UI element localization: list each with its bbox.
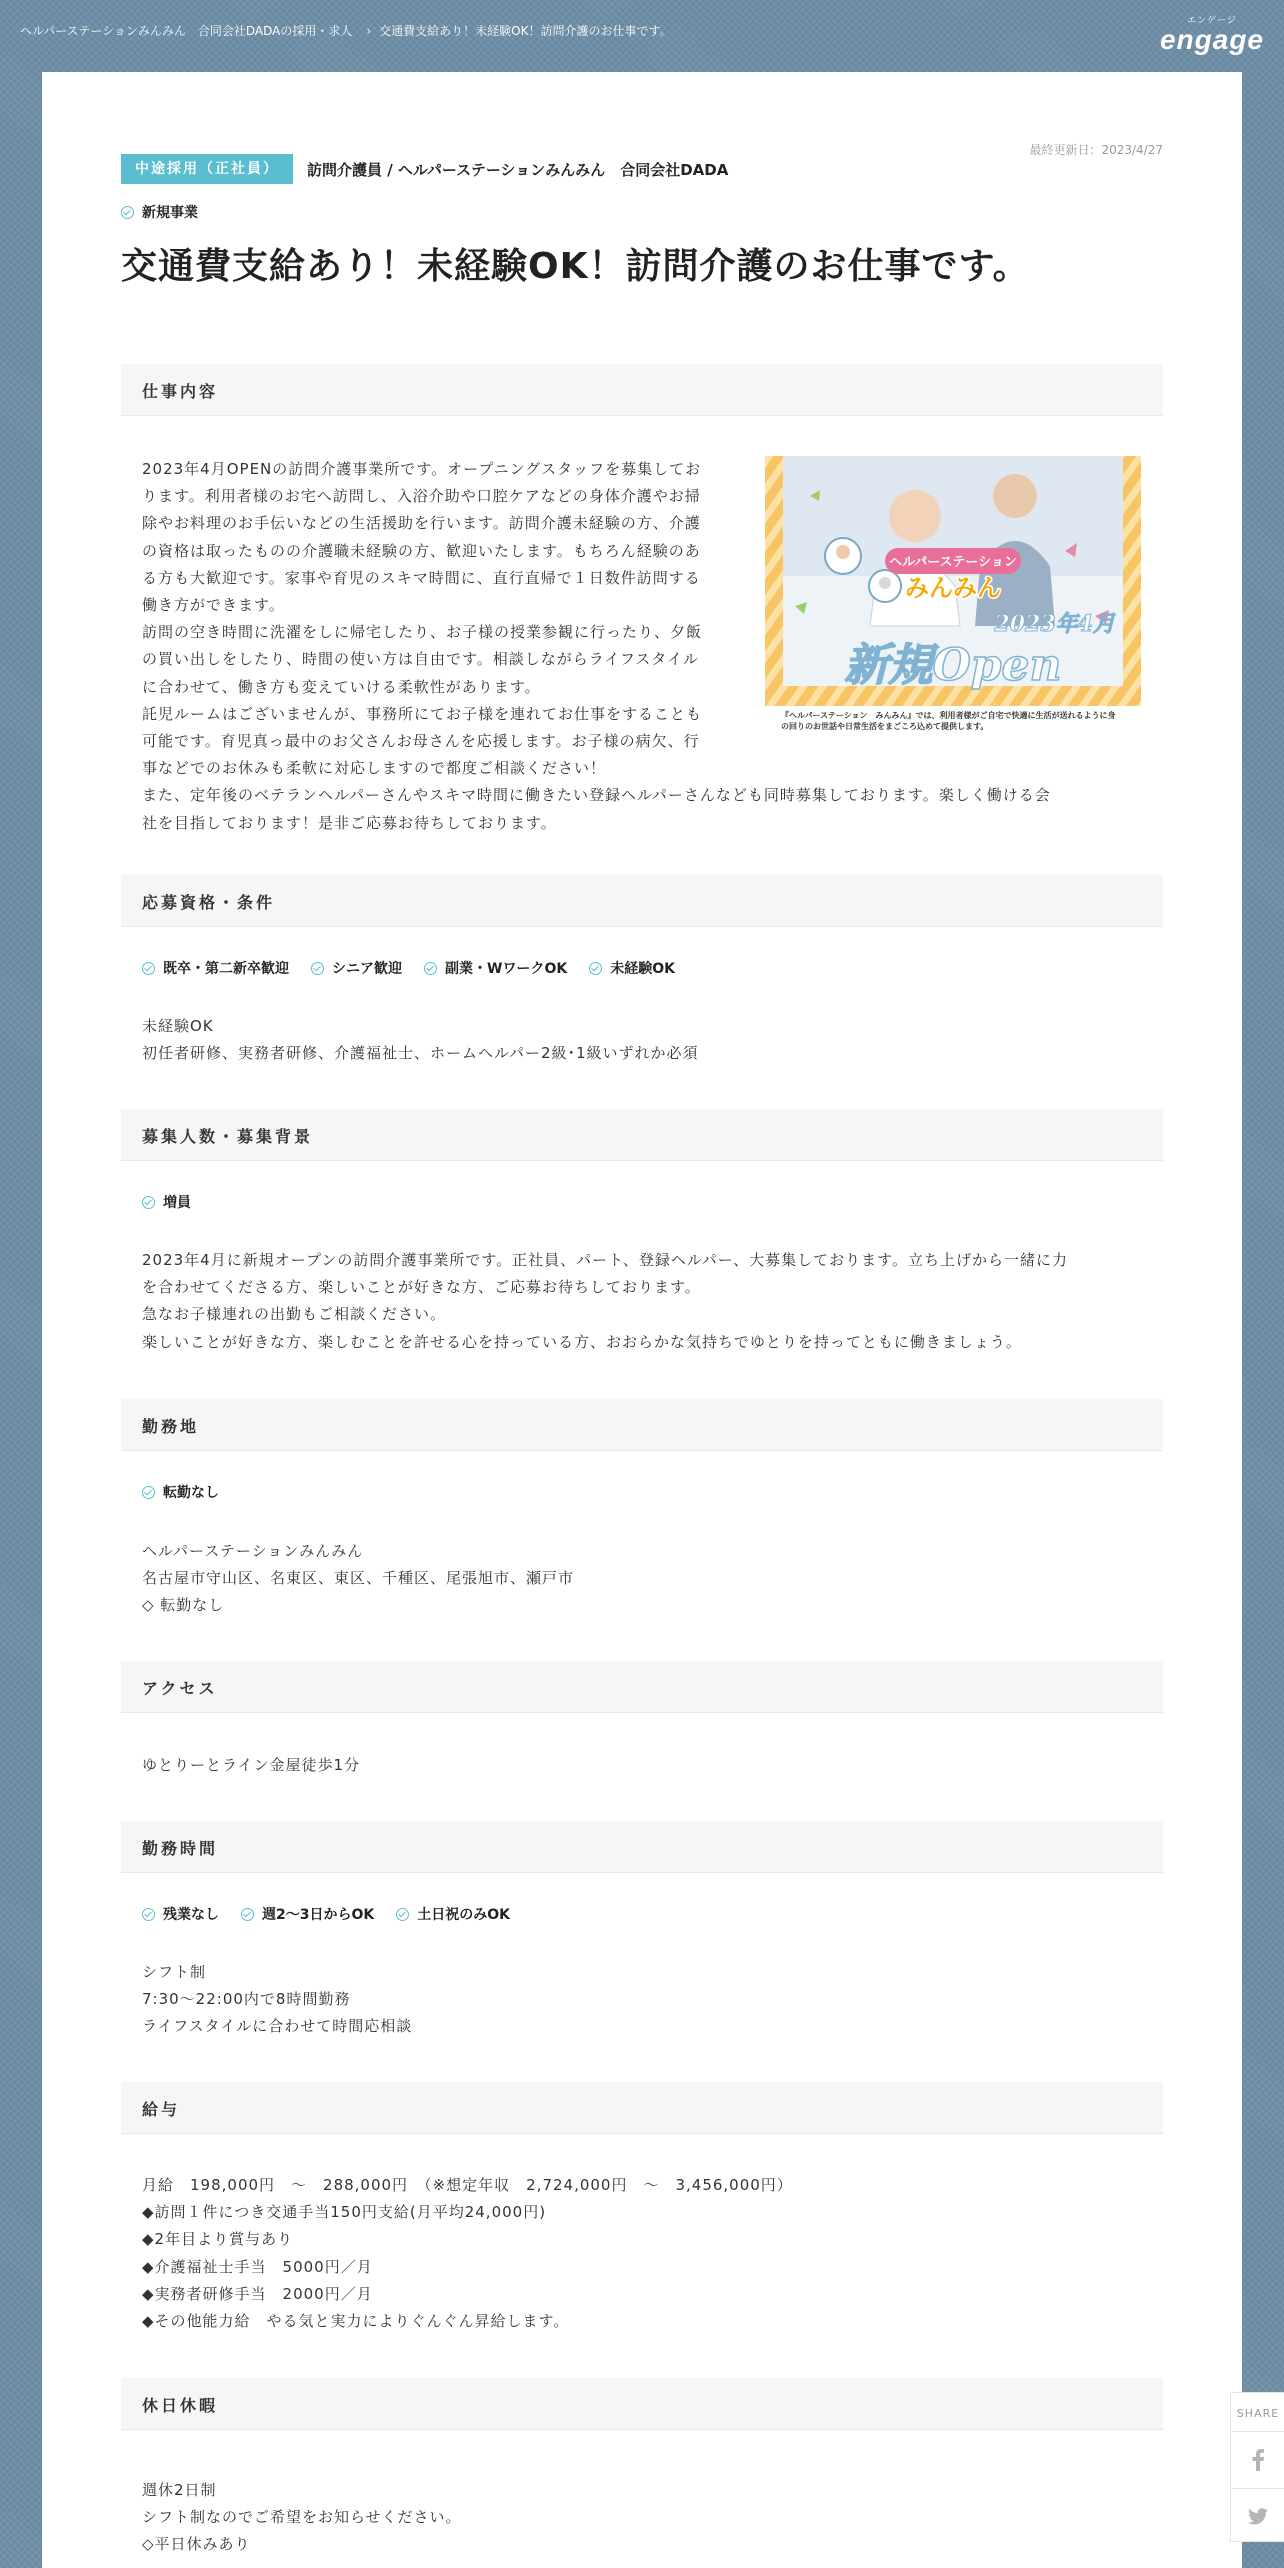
hero-open-text: 新規Open <box>844 640 1062 691</box>
check-icon <box>142 962 155 975</box>
text-line: ◆介護福祉士手当 5000円／月 <box>142 2257 373 2276</box>
tagline-text: 新規事業 <box>142 205 198 221</box>
breadcrumb <box>20 22 678 39</box>
text-line: また、定年後のベテランヘルパーさんやスキマ時間に働きたい登録ヘルパーさんなども同時募集しております。楽しく働ける会 <box>142 786 1051 805</box>
text-line: ◆2年目より賞与あり <box>142 2230 294 2249</box>
feature-tag-label: 転勤なし <box>163 1485 219 1501</box>
text-line: を合わせてくださる方、楽しいことが好きな方、ご応募お待ちしております。 <box>142 1278 701 1297</box>
job-card <box>42 72 1242 2568</box>
text-line: シフト制なのでご希望をお知らせください。 <box>142 2508 462 2527</box>
text-line: ライフスタイルに合わせて時間応相談 <box>142 2017 413 2036</box>
share-label: SHARE <box>1236 2407 1280 2420</box>
feature-tag-label: 未経験OK <box>610 961 675 977</box>
text-line: 2023年4月OPENの訪問介護事業所です。オープニングスタッフを募集してお <box>142 460 702 478</box>
hours-tags <box>142 1904 532 1924</box>
section-heading-work <box>121 364 1163 416</box>
check-icon <box>311 962 324 975</box>
feature-tag-label: シニア歓迎 <box>332 961 402 977</box>
text-line: ります。利用者様のお宅へ訪問し、入浴介助や口腔ケアなどの身体介護やお掃 <box>142 487 701 506</box>
feature-tag-label: 残業なし <box>163 1907 219 1923</box>
facebook-share-button[interactable] <box>1231 2433 1284 2487</box>
section-heading-access <box>121 1661 1163 1713</box>
text-line: 初任者研修、実務者研修、介護福祉士、ホームヘルパー2級･1級いずれか必須 <box>142 1044 699 1063</box>
feature-tag <box>424 958 567 978</box>
text-line: ◆実務者研修手当 2000円／月 <box>142 2284 373 2303</box>
text-line: 急なお子様連れの出勤もご相談ください。 <box>142 1305 447 1324</box>
company-line: 訪問介護員 / ヘルパーステーションみんみん 合同会社DADA <box>307 160 729 179</box>
breadcrumb-separator-icon: › <box>366 24 372 38</box>
location-text <box>142 1538 574 1620</box>
text-line: 7:30～22:00内で8時間勤務 <box>142 1990 351 2009</box>
text-line: 2023年4月に新規オープンの訪問介護事業所です。正社員、パート、登録ヘルパー、大募集しております。立ち上げから一緒に力 <box>142 1251 1068 1269</box>
recruit-text <box>142 1247 1068 1356</box>
hero-illustration <box>765 456 1141 706</box>
text-line: 月給 198,000円 ～ 288,000円 （※想定年収 2,724,000円 ～ 3,456,000円） <box>142 2176 793 2194</box>
text-line: ゆとりーとライン金屋徒歩1分 <box>142 1756 361 1774</box>
text-line: ◇平日休みあり <box>142 2535 251 2554</box>
text-line: 楽しいことが好きな方、楽しむことを許せる心を持っている方、おおらかな気持ちでゆとりを持ってともに働きましょう。 <box>142 1332 1022 1351</box>
breadcrumb-company-link[interactable]: ヘルパーステーションみんみん 合同会社DADAの採用・求人 <box>20 24 353 38</box>
engage-logo[interactable] <box>1160 16 1264 54</box>
text-line: ◇ 転勤なし <box>142 1596 225 1615</box>
feature-tag-label: 週2～3日からOK <box>262 1907 375 1923</box>
text-line: 未経験OK <box>142 1017 214 1035</box>
text-line: 社を目指しております！是非ご応募お待ちしております。 <box>142 813 557 832</box>
hero-banner-top: ヘルパーステーション <box>889 555 1017 570</box>
text-line: 週休2日制 <box>142 2481 217 2499</box>
section-heading-text: 休日休暇 <box>142 2396 219 2415</box>
check-icon <box>142 1908 155 1921</box>
feature-tag <box>142 1482 219 1502</box>
text-line: ヘルパーステーションみんみん <box>142 1542 364 1560</box>
text-line: 可能です。育児真っ最中のお父さんお母さんを応援します。お子様の病欠、行 <box>142 732 700 751</box>
text-line: 名古屋市守山区、名東区、東区、千種区、尾張旭市、瀬戸市 <box>142 1569 575 1588</box>
section-heading-text: 仕事内容 <box>142 382 219 401</box>
section-heading-text: 給与 <box>142 2100 181 2119</box>
share-widget <box>1230 2392 1284 2542</box>
recruit-tags <box>142 1192 213 1212</box>
text-line: 働き方ができます。 <box>142 596 285 615</box>
check-icon <box>142 1486 155 1499</box>
qualification-tags <box>142 958 697 978</box>
section-heading-text: 応募資格・条件 <box>142 893 276 912</box>
job-hero-image <box>765 456 1141 706</box>
feature-tag <box>396 1904 510 1924</box>
text-line: シフト制 <box>142 1963 207 1981</box>
share-divider <box>1231 2431 1284 2432</box>
feature-tag <box>142 1904 219 1924</box>
twitter-share-button[interactable] <box>1231 2489 1284 2543</box>
page-title: 交通費支給あり！未経験OK！訪問介護のお仕事です。 <box>121 246 1030 287</box>
employment-type-badge: 中途採用（正社員） <box>121 154 293 184</box>
section-heading-text: 勤務時間 <box>142 1839 219 1858</box>
hero-banner-name: みんみん <box>905 574 1001 602</box>
text-line: に合わせて、働き方も変えていける柔軟性があります。 <box>142 677 541 696</box>
feature-tag <box>241 1904 374 1924</box>
section-heading-text: 募集人数・募集背景 <box>142 1127 314 1146</box>
feature-tag <box>311 958 402 978</box>
check-icon <box>589 962 602 975</box>
check-icon <box>396 1908 409 1921</box>
text-line: 除やお料理のお手伝いなどの生活援助を行います。訪問介護未経験の方、介護 <box>142 514 701 533</box>
hero-year: 2023年4月 <box>994 611 1115 637</box>
text-line: 託児ルームはございませんが、事務所にてお子様を連れてお仕事をすることも <box>142 704 703 723</box>
section-heading-qualification <box>121 875 1163 927</box>
hours-text <box>142 1959 412 2041</box>
salary-text <box>142 2172 793 2335</box>
top-bar <box>0 0 1284 72</box>
feature-tag-label: 既卒・第二新卒歓迎 <box>163 961 289 977</box>
text-line: 事などでのお休みも柔軟に対応しますので都度ご相談ください！ <box>142 759 607 778</box>
twitter-icon <box>1248 2508 1268 2525</box>
check-icon <box>241 1908 254 1921</box>
holiday-text <box>142 2477 462 2559</box>
feature-tag-label: 増員 <box>163 1195 191 1211</box>
text-line: る方も大歓迎です。家事や育児のスキマ時間に、直行直帰で１日数件訪問する <box>142 568 701 587</box>
text-line: ◆その他能力給 やる気と実力によりぐんぐん昇給します。 <box>142 2312 570 2331</box>
text-line: 訪問の空き時間に洗濯をしに帰宅したり、お子様の授業参観に行ったり、夕飯 <box>142 623 703 642</box>
check-icon <box>121 206 134 219</box>
breadcrumb-current: 交通費支給あり！未経験OK！訪問介護のお仕事です。 <box>379 24 672 38</box>
hero-caption: 『ヘルパーステーション みんみん』では、利用者様がご自宅で快適に生活が送れるように身の回りのお世話や日常生活をまごころ込めて提供します。 <box>781 711 1116 731</box>
section-heading-salary <box>121 2082 1163 2134</box>
facebook-icon <box>1250 2449 1266 2471</box>
job-header-row <box>121 154 728 184</box>
feature-tag-label: 土日祝のみOK <box>417 1907 510 1923</box>
feature-tag <box>142 958 289 978</box>
section-heading-text: アクセス <box>142 1679 218 1698</box>
section-heading-holiday <box>121 2378 1163 2430</box>
section-heading-recruit <box>121 1109 1163 1161</box>
section-heading-location <box>121 1399 1163 1451</box>
text-line: ◆訪問１件につき交通手当150円支給(月平均24,000円) <box>142 2203 547 2222</box>
access-text <box>142 1752 360 1779</box>
location-tags <box>142 1482 241 1502</box>
tagline <box>121 202 198 222</box>
logo-word: engage <box>1159 24 1264 55</box>
text-line: の買い出しをしたり、時間の使い方は自由です。相談しながらライフスタイル <box>142 650 700 669</box>
section-heading-hours <box>121 1821 1163 1873</box>
last-updated: 最終更新日：2023/4/27 <box>1029 143 1163 157</box>
feature-tag <box>142 1192 191 1212</box>
feature-tag <box>589 958 675 978</box>
check-icon <box>424 962 437 975</box>
check-icon <box>142 1196 155 1209</box>
section-heading-text: 勤務地 <box>142 1417 200 1436</box>
logo-kana: エンゲージ <box>1187 16 1237 26</box>
qualification-text <box>142 1013 699 1067</box>
text-line: の資格は取ったものの介護職未経験の方、歓迎いたします。もちろん経験のあ <box>142 541 701 560</box>
feature-tag-label: 副業・WワークOK <box>445 961 568 977</box>
